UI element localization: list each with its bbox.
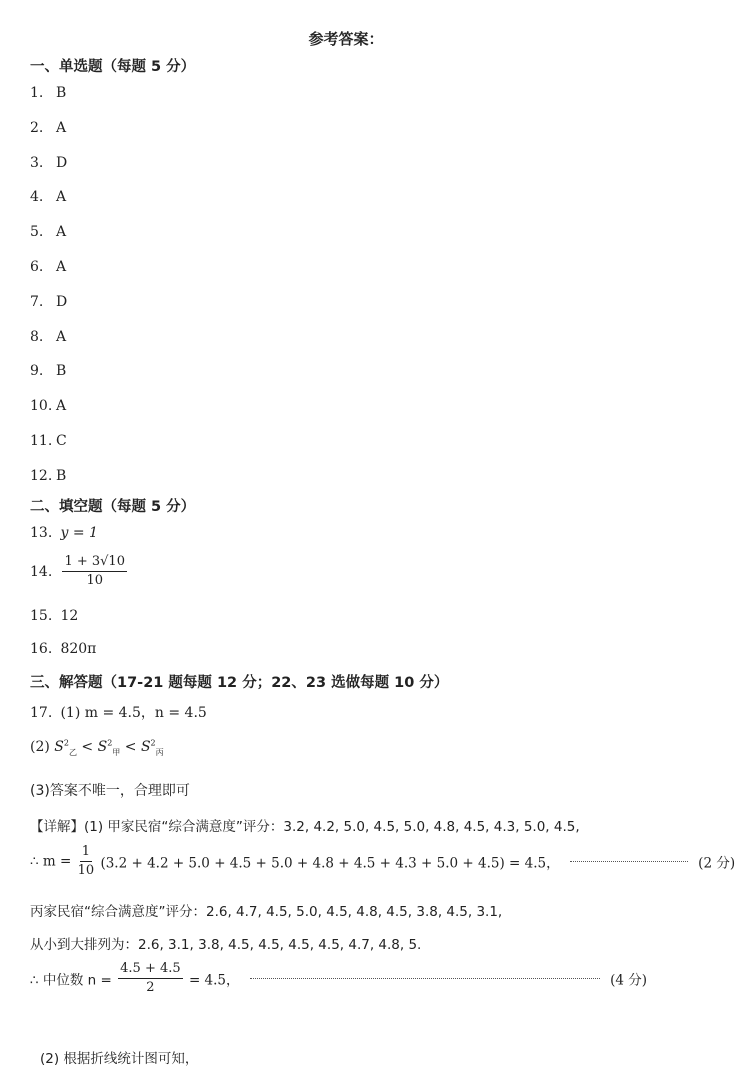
answer-17-part3: (3)答案不唯一，合理即可 <box>30 783 190 799</box>
symbol-s: S <box>97 738 108 755</box>
subscript-bing: 丙 <box>155 747 164 757</box>
answer-16 <box>30 641 96 657</box>
less-than: < <box>76 738 98 755</box>
section-heading-fill-blank: 二、填空题（每题 5 分） <box>30 499 196 515</box>
answer-value: 12 <box>60 608 79 624</box>
dotted-leader <box>250 978 600 979</box>
fraction-denominator: 2 <box>146 980 155 995</box>
superscript: 2 <box>150 738 156 747</box>
fraction <box>118 960 183 997</box>
fraction <box>78 843 95 880</box>
fraction-numerator: 4.5 + 4.5 <box>118 960 183 979</box>
answer-value: A <box>56 189 67 206</box>
answer-14 <box>30 553 129 590</box>
answer-number: 9. <box>30 363 44 380</box>
answer-number: 8. <box>30 328 44 345</box>
fraction-denominator: 10 <box>77 863 95 878</box>
calc-body: = 4.5， <box>188 972 240 989</box>
answer-value: B <box>56 467 67 484</box>
answer-6 <box>30 259 66 275</box>
calc-mean-m <box>30 843 735 880</box>
answer-15 <box>30 608 78 624</box>
answer-value: A <box>56 259 67 275</box>
fraction-numerator: 1 + 3√10 <box>62 553 127 572</box>
score-label: (4 分) <box>610 972 648 989</box>
answer-13 <box>30 525 98 541</box>
answer-number: 2. <box>30 119 44 136</box>
answer-number: 7. <box>30 293 44 310</box>
answer-11 <box>30 433 67 449</box>
answer-number: 3. <box>30 154 44 171</box>
answer-1 <box>30 85 66 101</box>
fraction-numerator: 1 <box>80 843 92 862</box>
score-label: (2 分) <box>698 855 735 872</box>
calc-body: (3.2 + 4.2 + 5.0 + 4.5 + 5.0 + 4.8 + 4.5 + 4.3 + 5.0 + 4.5) = 4.5， <box>100 855 560 872</box>
answer-3 <box>30 155 67 171</box>
answer-4 <box>30 189 66 205</box>
answer-17-part2 <box>30 738 164 757</box>
answer-9 <box>30 363 66 379</box>
symbol-s: S <box>54 738 64 755</box>
detail-sorted-scores: 从小到大排列为：2.6, 3.1, 3.8, 4.5, 4.5, 4.5, 4.5, 4.7, 4.8, 5. <box>30 937 422 953</box>
answer-12 <box>30 468 66 484</box>
answer-number: 5. <box>30 224 44 241</box>
answer-number: 1. <box>30 85 44 101</box>
answer-7 <box>30 294 67 310</box>
section-heading-solutions: 三、解答题（17-21 题每题 12 分；22、23 选做每题 10 分） <box>30 675 449 691</box>
answer-10 <box>30 398 66 414</box>
answer-value: A <box>56 224 67 241</box>
variance-comparison <box>30 739 164 755</box>
answer-value: C <box>56 433 67 449</box>
answer-number: 15. <box>30 608 53 624</box>
superscript: 2 <box>107 738 113 747</box>
section-heading-single-choice: 一、单选题（每题 5 分） <box>30 59 196 75</box>
answer-number: 17. <box>30 705 53 721</box>
answer-value: D <box>56 154 68 171</box>
answer-value: A <box>56 328 67 345</box>
answer-number: 14. <box>30 563 53 580</box>
subscript-yi: 乙 <box>68 747 77 757</box>
dotted-leader <box>570 861 688 862</box>
answer-value: y = 1 <box>60 525 98 541</box>
answer-value: D <box>56 293 68 310</box>
answer-2 <box>30 120 66 136</box>
answer-value: A <box>56 398 67 415</box>
answer-value: B <box>56 363 67 380</box>
calc-prefix: ∴ 中位数 n = <box>30 972 112 989</box>
page-title: 参考答案： <box>308 30 384 48</box>
answer-number: 4. <box>30 189 44 206</box>
detail-bing-scores: 丙家民宿“综合满意度”评分：2.6, 4.7, 4.5, 5.0, 4.5, 4.8, 4.5, 3.8, 4.5, 3.1, <box>30 904 503 920</box>
answer-number: 12. <box>30 467 53 484</box>
answer-number: 16. <box>30 641 53 657</box>
less-than: < <box>120 738 141 755</box>
answer-value: A <box>56 119 67 136</box>
answer-value: B <box>56 85 67 101</box>
answer-value: 820π <box>60 641 97 657</box>
answer-17-part1 <box>30 702 207 722</box>
detail-part2-intro: (2) 根据折线统计图可知， <box>40 1051 199 1067</box>
answer-8 <box>30 329 66 345</box>
detail-jia-scores: 【详解】(1) 甲家民宿“综合满意度”评分：3.2, 4.2, 5.0, 4.5, 5.0, 4.8, 4.5, 4.3, 5.0, 4.5, <box>30 819 580 835</box>
answer-5 <box>30 224 66 240</box>
fraction-denominator: 10 <box>86 573 103 588</box>
calc-prefix: ∴ m = <box>30 853 72 870</box>
answer-value: (1) m = 4.5，n = 4.5 <box>60 705 207 721</box>
answer-number: 13. <box>30 525 53 541</box>
calc-median-n <box>30 960 647 997</box>
part-label: (2) <box>30 738 55 755</box>
symbol-s: S <box>140 738 151 755</box>
answer-number: 10. <box>30 398 53 415</box>
fraction <box>62 553 127 590</box>
answer-number: 6. <box>30 259 44 275</box>
superscript: 2 <box>63 738 69 747</box>
answer-number: 11. <box>30 433 53 449</box>
subscript-jia: 甲 <box>112 747 121 757</box>
